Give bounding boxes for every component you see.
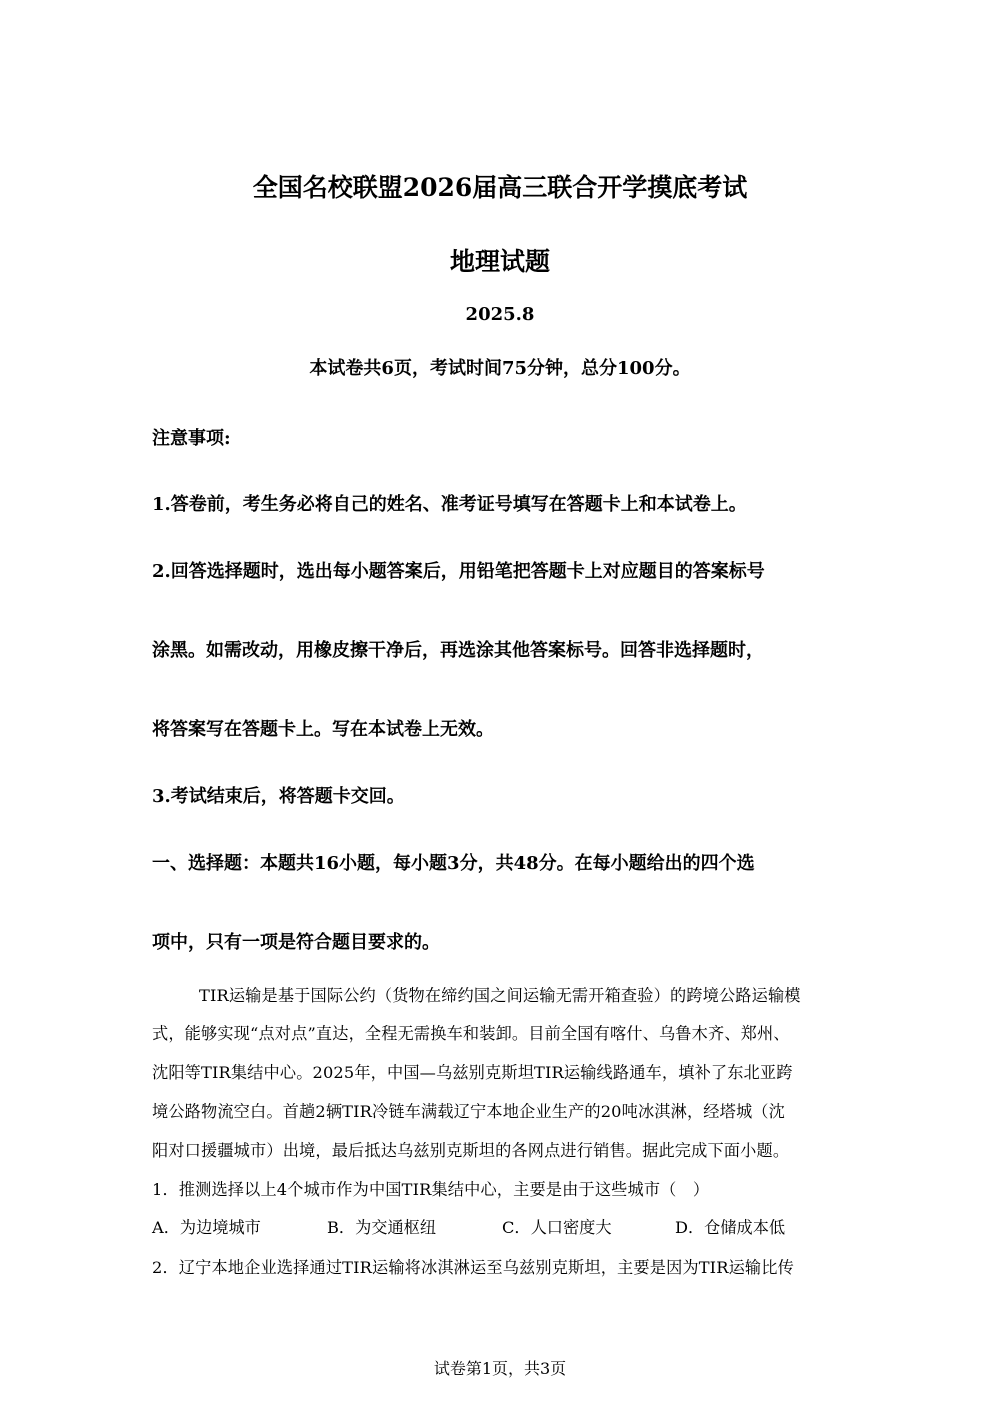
exam-title: 全国名校联盟2026届高三联合开学摸底考试 — [252, 173, 748, 202]
question-2: 2．辽宁本地企业选择通过TIR运输将冰淇淋运至乌兹别克斯坦，主要是因为TIR运输比传 — [152, 1258, 794, 1277]
notes-item-2-line-1: 2.回答选择题时，选出每小题答案后，用铅笔把答题卡上对应题目的答案标号 — [152, 561, 765, 582]
exam-date: 2025.8 — [465, 304, 535, 325]
option-a: A．为边境城市 — [152, 1218, 261, 1237]
section-heading-line-2: 项中，只有一项是符合题目要求的。 — [152, 932, 440, 953]
notes-item-2-line-3: 将答案写在答题卡上。写在本试卷上无效。 — [152, 719, 494, 740]
option-c: C．人口密度大 — [502, 1218, 612, 1237]
passage-line-1: TIR运输是基于国际公约（货物在缔约国之间运输无需开箱查验）的跨境公路运输模 — [199, 986, 801, 1005]
passage-line-2: 式，能够实现“点对点”直达，全程无需换车和装卸。目前全国有喀什、乌鲁木齐、郑州、 — [152, 1024, 790, 1043]
notes-item-2-line-2: 涂黑。如需改动，用橡皮擦干净后，再选涂其他答案标号。回答非选择题时， — [152, 640, 764, 661]
exam-info: 本试卷共6页，考试时间75分钟，总分100分。 — [309, 358, 691, 379]
passage-line-3: 沈阳等TIR集结中心。2025年，中国—乌兹别克斯坦TIR运输线路通车，填补了东北亚跨 — [152, 1063, 793, 1082]
notes-item-3: 3.考试结束后，将答题卡交回。 — [152, 786, 405, 807]
section-heading-line-1: 一、选择题：本题共16小题，每小题3分，共48分。在每小题给出的四个选 — [152, 853, 755, 874]
question-1: 1．推测选择以上4个城市作为中国TIR集结中心，主要是由于这些城市（ ） — [152, 1180, 710, 1199]
notes-item-1: 1.答卷前，考生务必将自己的姓名、准考证号填写在答题卡上和本试卷上。 — [152, 494, 747, 515]
page-footer: 试卷第1页，共3页 — [433, 1359, 567, 1378]
passage-line-5: 阳对口援疆城市）出境，最后抵达乌兹别克斯坦的各网点进行销售。据此完成下面小题。 — [152, 1141, 790, 1160]
passage-line-4: 境公路物流空白。首趟2辆TIR冷链车满载辽宁本地企业生产的20吨冰淇淋，经塔城（沈 — [152, 1102, 785, 1121]
exam-subject: 地理试题 — [449, 247, 550, 276]
notes-heading: 注意事项: — [152, 428, 231, 449]
option-b: B．为交通枢纽 — [327, 1218, 437, 1237]
option-d: D．仓储成本低 — [675, 1218, 786, 1237]
